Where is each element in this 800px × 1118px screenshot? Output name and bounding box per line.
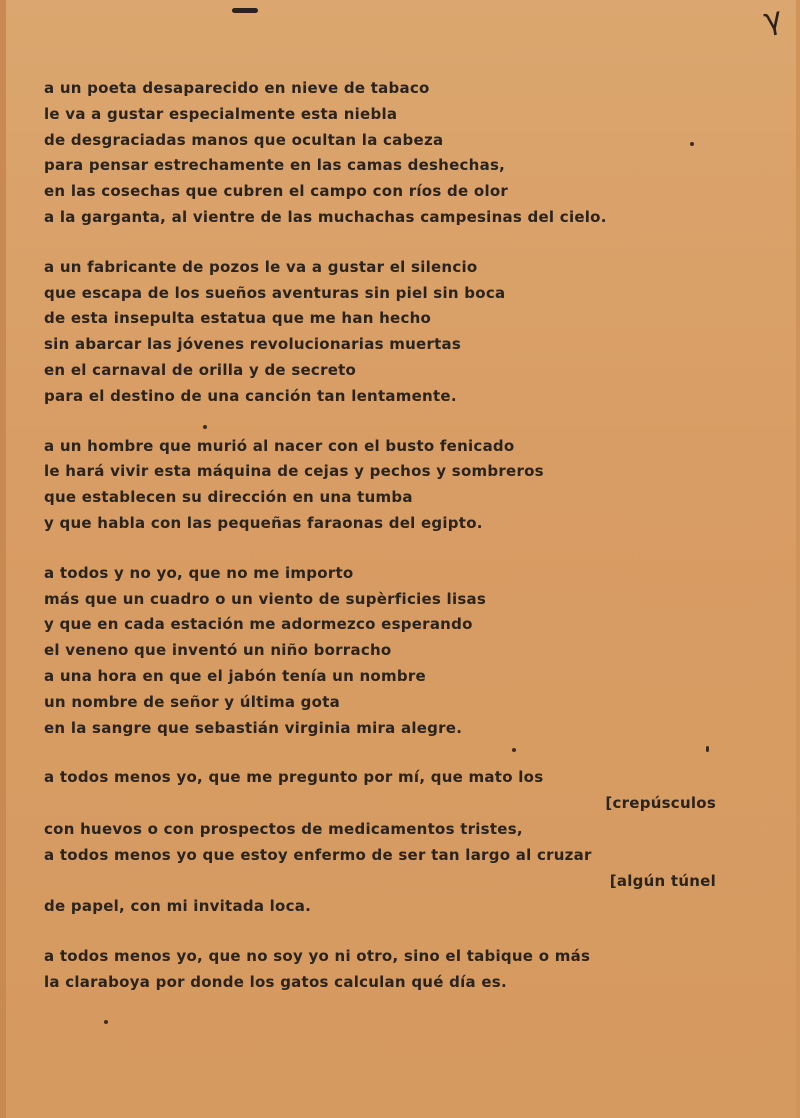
poem-line: el veneno que inventó un niño borracho <box>44 641 392 660</box>
poem-line: le hará vivir esta máquina de cejas y pechos y sombreros <box>44 462 544 481</box>
poem-line: un nombre de señor y última gota <box>44 692 341 711</box>
ink-speck <box>512 748 516 752</box>
poem-line: que escapa de los sueños aventuras sin piel sin boca <box>44 283 506 302</box>
poem-line: de papel, con mi invitada loca. <box>44 897 312 916</box>
poem-line: a todos menos yo, que no soy yo ni otro, sino el tabique o más <box>44 947 591 966</box>
ink-speck <box>104 1020 108 1024</box>
poem-line: en el carnaval de orilla y de secreto <box>44 360 357 379</box>
poem-line: le va a gustar especialmente esta niebla <box>44 104 398 123</box>
poem-line-continuation: [crepúsculos <box>605 794 716 813</box>
poem-line: a la garganta, al vientre de las muchachas campesinas del cielo. <box>44 207 607 226</box>
stanza-4 <box>44 561 716 742</box>
stanza-2 <box>44 255 716 410</box>
poem-line: a todos menos yo que estoy enfermo de ser tan largo al cruzar <box>44 845 592 864</box>
poem-line: a todos y no yo, que no me importo <box>44 563 354 582</box>
poem-line: la claraboya por donde los gatos calculan qué día es. <box>44 972 507 991</box>
stanza-3 <box>44 434 716 537</box>
poem-line: a una hora en que el jabón tenía un nombre <box>44 666 426 685</box>
poem-line: y que habla con las pequeñas faraonas del egipto. <box>44 513 483 532</box>
poem-line: de esta insepulta estatua que me han hecho <box>44 309 432 328</box>
page-right-edge <box>796 0 800 1118</box>
stanza-6 <box>44 944 716 996</box>
poem-line: a un hombre que murió al nacer con el busto fenicado <box>44 436 515 455</box>
poem <box>44 76 716 1020</box>
poem-line: de desgraciadas manos que ocultan la cabeza <box>44 130 444 149</box>
poem-line: que establecen su dirección en una tumba <box>44 488 413 507</box>
poem-line: a todos menos yo, que me pregunto por mí, que mato los <box>44 768 544 787</box>
poem-line: con huevos o con prospectos de medicamentos tristes, <box>44 819 523 838</box>
ink-speck <box>706 746 709 752</box>
ink-speck <box>690 142 694 146</box>
poem-line: en la sangre que sebastián virginia mira alegre. <box>44 718 463 737</box>
page-left-edge <box>0 0 6 1118</box>
ink-blot <box>232 8 258 13</box>
poem-line: para el destino de una canción tan lentamente. <box>44 386 457 405</box>
poem-line: para pensar estrechamente en las camas deshechas, <box>44 156 506 175</box>
stanza-5 <box>44 765 716 920</box>
ink-speck <box>203 425 207 429</box>
poem-line: a un poeta desaparecido en nieve de tabaco <box>44 79 430 97</box>
poem-line: más que un cuadro o un viento de supèrficies lisas <box>44 589 487 608</box>
poem-line: en las cosechas que cubren el campo con ríos de olor <box>44 182 509 201</box>
poem-line: sin abarcar las jóvenes revolucionarias muertas <box>44 335 462 354</box>
poem-line-continuation: [algún túnel <box>609 871 716 890</box>
poem-line: a un fabricante de pozos le va a gustar el silencio <box>44 257 478 276</box>
corner-pencil-mark: γ <box>761 0 785 39</box>
poem-line: y que en cada estación me adormezco esperando <box>44 615 473 634</box>
stanza-1 <box>44 76 716 231</box>
